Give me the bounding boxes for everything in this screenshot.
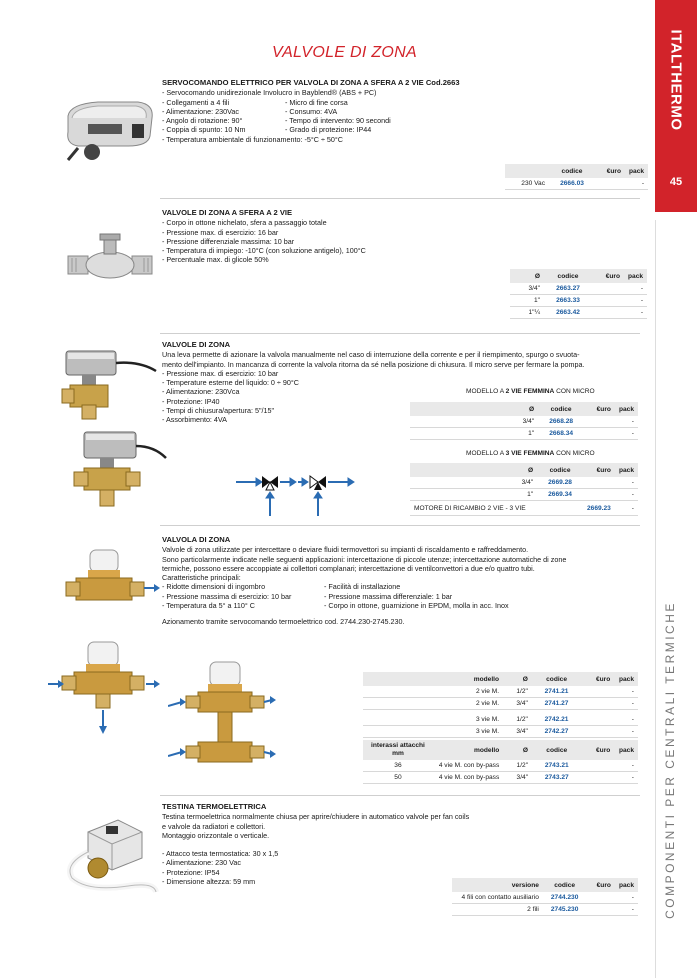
table-header [410, 463, 638, 477]
table-header [410, 402, 638, 416]
spacer [162, 840, 469, 849]
pack-cell: - [624, 307, 647, 319]
intro-line: Testina termoelettrica normalmente chiusa per aprire/chiudere in automatico valvole per fan coils [162, 812, 470, 822]
spec-line: - Attacco testa termostatica: 30 x 1,5 [162, 849, 279, 859]
col-header: pack [625, 164, 648, 178]
spacer-cell [410, 477, 505, 489]
cell: 3/4" [503, 726, 532, 738]
table-row [363, 772, 638, 784]
spec-line: - Corpo in ottone nichelato, sfera a passaggio totale [162, 218, 327, 228]
col-header: codice [549, 164, 595, 178]
spec-line: - Assorbimento: 4VA [162, 415, 227, 425]
spec-line: - Consumo: 4VA [285, 106, 338, 116]
col-header: codice [538, 402, 584, 416]
col-header: €uro [595, 164, 625, 178]
col-header: pack [615, 878, 638, 892]
zone-valve-2way-image [60, 345, 160, 423]
caption-text: MODELLO A [466, 388, 506, 395]
table-row [510, 307, 647, 319]
brand-name: ITALTHERMO [667, 29, 685, 131]
caption-text: MODELLO A [466, 450, 506, 457]
cell: 3 vie M. [433, 714, 503, 726]
spacer-cell [410, 463, 505, 477]
col-header: €uro [583, 463, 615, 477]
spec-pair [162, 98, 460, 107]
table-header [505, 164, 648, 178]
cell: 3/4" [510, 283, 544, 295]
product-code: 2741.21 [532, 686, 581, 698]
product-code: 2669.23 [583, 501, 615, 516]
col-header: Ø [510, 269, 544, 283]
thermo-valve-4way-image [168, 660, 276, 800]
cell: 3/4" [506, 416, 538, 428]
spacer-cell [363, 698, 433, 710]
thermo-valve-image [60, 546, 160, 616]
spec-line: - Facilità di installazione [324, 582, 401, 592]
col-header: modello [433, 672, 503, 686]
table-header [510, 269, 647, 283]
side-section-title: COMPONENTI PER CENTRALI TERMICHE [663, 601, 677, 919]
col-header: codice [532, 740, 581, 760]
product-code: 2668.28 [538, 416, 584, 428]
section-title: VALVOLE DI ZONA [162, 340, 231, 349]
cell: 4 fili con contatto ausiliario [452, 892, 543, 904]
product-code: 2666.03 [549, 178, 595, 190]
cell: 1/2" [503, 760, 532, 772]
zone-valve-2vie-table [410, 402, 638, 440]
col-header: versione [452, 878, 543, 892]
cell: 1"¼ [510, 307, 544, 319]
table-row [363, 760, 638, 772]
intro-line: e valvole da radiatori e collettori. [162, 821, 266, 831]
motor-label: MOTORE DI RICAMBIO 2 VIE - 3 VIE [410, 501, 583, 516]
flow-diagram-icon [232, 468, 358, 520]
cell: 3/4" [503, 772, 532, 784]
cell: 3/4" [503, 698, 532, 710]
table-row [452, 904, 638, 916]
product-code: 2669.34 [537, 489, 583, 501]
section-title: SERVOCOMANDO ELETTRICO PER VALVOLA DI ZONA A SFERA A 2 VIE Cod.2663 [162, 78, 460, 87]
product-code: 2741.27 [532, 698, 581, 710]
spec-line: - Percentuale max. di glicole 50% [162, 255, 269, 265]
intro-line: Valvole di zona utilizzate per intercettare o deviare fluidi termovettori su impianti di riscaldamento e raffreddamento. [162, 545, 529, 555]
cell: 230 Vac [505, 178, 549, 190]
table-row [510, 295, 647, 307]
page-title: VALVOLE DI ZONA [272, 44, 417, 61]
spec-line: - Pressione max. di esercizio: 10 bar [162, 368, 279, 378]
table-row [363, 686, 638, 698]
table-row [410, 428, 638, 440]
cell: 1" [510, 295, 544, 307]
col-header: Ø [503, 672, 532, 686]
cell: 3 vie M. [433, 726, 503, 738]
section-title: VALVOLA DI ZONA [162, 535, 231, 544]
spacer-cell [410, 402, 506, 416]
table-row [505, 178, 648, 190]
thermo-valve-description [162, 535, 566, 627]
thermo-valve-table-b [363, 740, 638, 784]
spec-line: - Dimensione altezza: 59 mm [162, 877, 256, 887]
table-row [452, 892, 638, 904]
cell: 1" [505, 489, 537, 501]
spec-line: - Servocomando unidirezionale Involucro in Bayblend® (ABS + PC) [162, 88, 377, 98]
cell: 1" [506, 428, 538, 440]
price-cell [581, 714, 614, 726]
table-row [363, 698, 638, 710]
section-divider [160, 198, 640, 199]
table-row [410, 489, 638, 501]
col-header: pack [614, 672, 638, 686]
product-code: 2668.34 [538, 428, 584, 440]
actuator-image [58, 96, 158, 166]
intro-line: Una leva permette di azionare la valvola manualmente nel caso di interruzione della corrente e per il riempimento, spurgo o svuota- [162, 350, 580, 360]
price-cell [595, 178, 625, 190]
price-cell [592, 295, 624, 307]
pack-cell: - [614, 686, 638, 698]
intro-line: mento dell'impianto. In mancanza di corrente la valvola ritorna da sé nella posizione di chiusura. Il micro serve per fermare la pompa. [162, 359, 585, 369]
price-cell [586, 904, 615, 916]
spec-line: - Temperature esterne del liquido: 0 ÷ 90°C [162, 378, 299, 388]
price-cell [581, 726, 614, 738]
product-code: 2742.27 [532, 726, 581, 738]
col-header: codice [544, 269, 592, 283]
spec-line: - Corpo in ottone, guarnizione in EPDM, molla in acc. Inox [324, 601, 509, 611]
pack-cell: - [615, 416, 638, 428]
caption-text: CON MICRO [554, 388, 595, 395]
spacer-cell [410, 416, 506, 428]
spec-line: - Micro di fine corsa [285, 97, 348, 107]
section-divider [160, 333, 640, 334]
col-header: codice [543, 878, 587, 892]
product-code: 2669.28 [537, 477, 583, 489]
spec-line: - Protezione: IP40 [162, 396, 220, 406]
spec-line: - Temperatura ambientale di funzionamento: -5°C ÷ 50°C [162, 134, 343, 144]
pack-cell: - [615, 501, 638, 516]
cell: 1/2" [503, 714, 532, 726]
spec-pair [162, 107, 460, 116]
pack-cell: - [614, 714, 638, 726]
section-title: VALVOLE DI ZONA A SFERA A 2 VIE [162, 208, 293, 217]
table-header [363, 672, 638, 686]
pack-cell: - [624, 283, 647, 295]
spec-line: - Grado di protezione: IP44 [285, 125, 372, 135]
pack-cell: - [614, 698, 638, 710]
spec-line: - Pressione differenziale massima: 10 bar [162, 236, 295, 246]
product-code: 2743.27 [532, 772, 581, 784]
price-cell [584, 416, 615, 428]
pack-cell: - [614, 760, 638, 772]
cell: 2 fili [452, 904, 543, 916]
product-code: 2742.21 [532, 714, 581, 726]
zone-valve-3way-image [70, 428, 170, 510]
spec-line: - Angolo di rotazione: 90° [162, 116, 243, 126]
price-cell [586, 892, 615, 904]
thermoelectric-head-table [452, 878, 638, 916]
ball-valve-description [162, 208, 366, 265]
pack-cell: - [615, 904, 638, 916]
col-header: Ø [506, 402, 538, 416]
product-code: 2663.33 [544, 295, 592, 307]
spacer-cell [363, 726, 433, 738]
cell: 50 [363, 772, 433, 784]
spec-pair [162, 592, 566, 601]
spec-line: - Coppia di spunto: 10 Nm [162, 125, 246, 135]
col-header: codice [537, 463, 583, 477]
col-header: Ø [503, 740, 532, 760]
actuator-description [162, 78, 460, 144]
spec-line: - Collegamenti a 4 fili [162, 97, 230, 107]
col-header: €uro [584, 402, 615, 416]
spec-line: - Pressione massima differenziale: 1 bar [324, 591, 453, 601]
price-cell [581, 772, 614, 784]
spec-line: - Protezione: IP54 [162, 867, 220, 877]
col-header [505, 164, 549, 178]
col-header: pack [615, 463, 638, 477]
col-header: interassi attacchi mm [363, 740, 433, 760]
price-cell [592, 283, 624, 295]
price-cell [581, 686, 614, 698]
cell: 1/2" [503, 686, 532, 698]
thermo-valve-table-a [363, 672, 638, 738]
section-title: TESTINA TERMOELETTRICA [162, 802, 267, 811]
ball-valve-image [64, 232, 156, 282]
side-divider [655, 220, 656, 978]
product-code: 2743.21 [532, 760, 581, 772]
col-header: €uro [586, 878, 615, 892]
cell: 3/4" [505, 477, 537, 489]
col-header: pack [614, 740, 638, 760]
spec-pair [162, 601, 566, 610]
spec-pair [162, 125, 460, 134]
thermoelectric-head-description [162, 802, 469, 886]
caption-text: CON MICRO [554, 450, 595, 457]
caption-bold: 2 VIE FEMMINA [505, 388, 555, 395]
table-row [410, 477, 638, 489]
col-header: pack [615, 402, 638, 416]
spec-pair [162, 582, 566, 591]
spec-line: - Alimentazione: 230 Vac [162, 858, 241, 868]
table-header [452, 878, 638, 892]
spacer-cell [363, 672, 433, 686]
cell: 2 vie M. [433, 698, 503, 710]
spec-line: - Tempi di chiusura/apertura: 5"/15" [162, 406, 275, 416]
thermo-valve-3way-image [48, 640, 160, 740]
pack-cell: - [615, 477, 638, 489]
col-header: €uro [581, 740, 614, 760]
pack-cell: - [615, 489, 638, 501]
spacer-cell [410, 428, 506, 440]
spec-line: - Alimentazione: 230Vac [162, 106, 239, 116]
price-cell [583, 477, 615, 489]
pack-cell: - [615, 892, 638, 904]
spacer-cell [363, 686, 433, 698]
table-row [510, 283, 647, 295]
table-row-motor [410, 501, 638, 516]
intro-line: Caratteristiche principali: [162, 573, 241, 583]
section-divider [160, 525, 640, 526]
pack-cell: - [614, 726, 638, 738]
spec-line: - Alimentazione: 230Vca [162, 387, 240, 397]
spacer-cell [363, 714, 433, 726]
pack-cell: - [625, 178, 648, 190]
ball-valve-price-table [510, 269, 647, 319]
section-divider [160, 795, 640, 796]
table-row [363, 714, 638, 726]
product-code: 2745.230 [543, 904, 587, 916]
caption-bold: 3 VIE FEMMINA [505, 450, 555, 457]
spec-line: - Temperatura di impiego: -10°C (con soluzione antigelo), 100°C [162, 246, 366, 256]
product-code: 2663.27 [544, 283, 592, 295]
product-code: 2663.42 [544, 307, 592, 319]
spec-line: - Tempo di intervento: 90 secondi [285, 116, 391, 126]
drive-note: Azionamento tramite servocomando termoelettrico cod. 2744.230-2745.230. [162, 617, 405, 627]
price-cell [583, 489, 615, 501]
zone-valve-3vie-table [410, 463, 638, 516]
price-cell [581, 698, 614, 710]
pack-cell: - [614, 772, 638, 784]
thermoelectric-head-image [58, 812, 162, 896]
col-header: modello [433, 740, 503, 760]
spacer-cell [410, 489, 505, 501]
intro-line: Sono particolarmente indicate nelle seguenti applicazioni: intercettazione di piccole utenze; intercettazione automatiche di zone [162, 554, 567, 564]
spec-line: - Pressione massima di esercizio: 10 bar [162, 591, 292, 601]
spec-line: - Pressione max. di esercizio: 16 bar [162, 227, 279, 237]
col-header: codice [532, 672, 581, 686]
spec-pair [162, 116, 460, 125]
page-number: 45 [669, 176, 683, 188]
cell: 4 vie M. con by-pass [433, 760, 503, 772]
col-header: €uro [581, 672, 614, 686]
price-cell [592, 307, 624, 319]
price-cell [581, 760, 614, 772]
cell: 36 [363, 760, 433, 772]
pack-cell: - [624, 295, 647, 307]
cell: 2 vie M. [433, 686, 503, 698]
product-code: 2744.230 [543, 892, 587, 904]
table-row [363, 726, 638, 738]
price-cell [584, 428, 615, 440]
pack-cell: - [615, 428, 638, 440]
col-header: Ø [505, 463, 537, 477]
spec-line: - Temperatura da 5° a 110° C [162, 601, 255, 611]
intro-line: Montaggio orizzontale o verticale. [162, 830, 270, 840]
actuator-price-table [505, 164, 648, 190]
col-header: pack [624, 269, 647, 283]
intro-line: termiche, possono essere accoppiate ai collettori complanari; intercettazione di ventilconvettori a due e/o quattro tubi. [162, 563, 535, 573]
table-caption-3vie [466, 450, 595, 457]
table-row [410, 416, 638, 428]
cell: 4 vie M. con by-pass [433, 772, 503, 784]
table-header [363, 740, 638, 760]
table-caption-2vie [466, 388, 595, 395]
col-header: €uro [592, 269, 624, 283]
spec-line: - Ridotte dimensioni di ingombro [162, 582, 266, 592]
